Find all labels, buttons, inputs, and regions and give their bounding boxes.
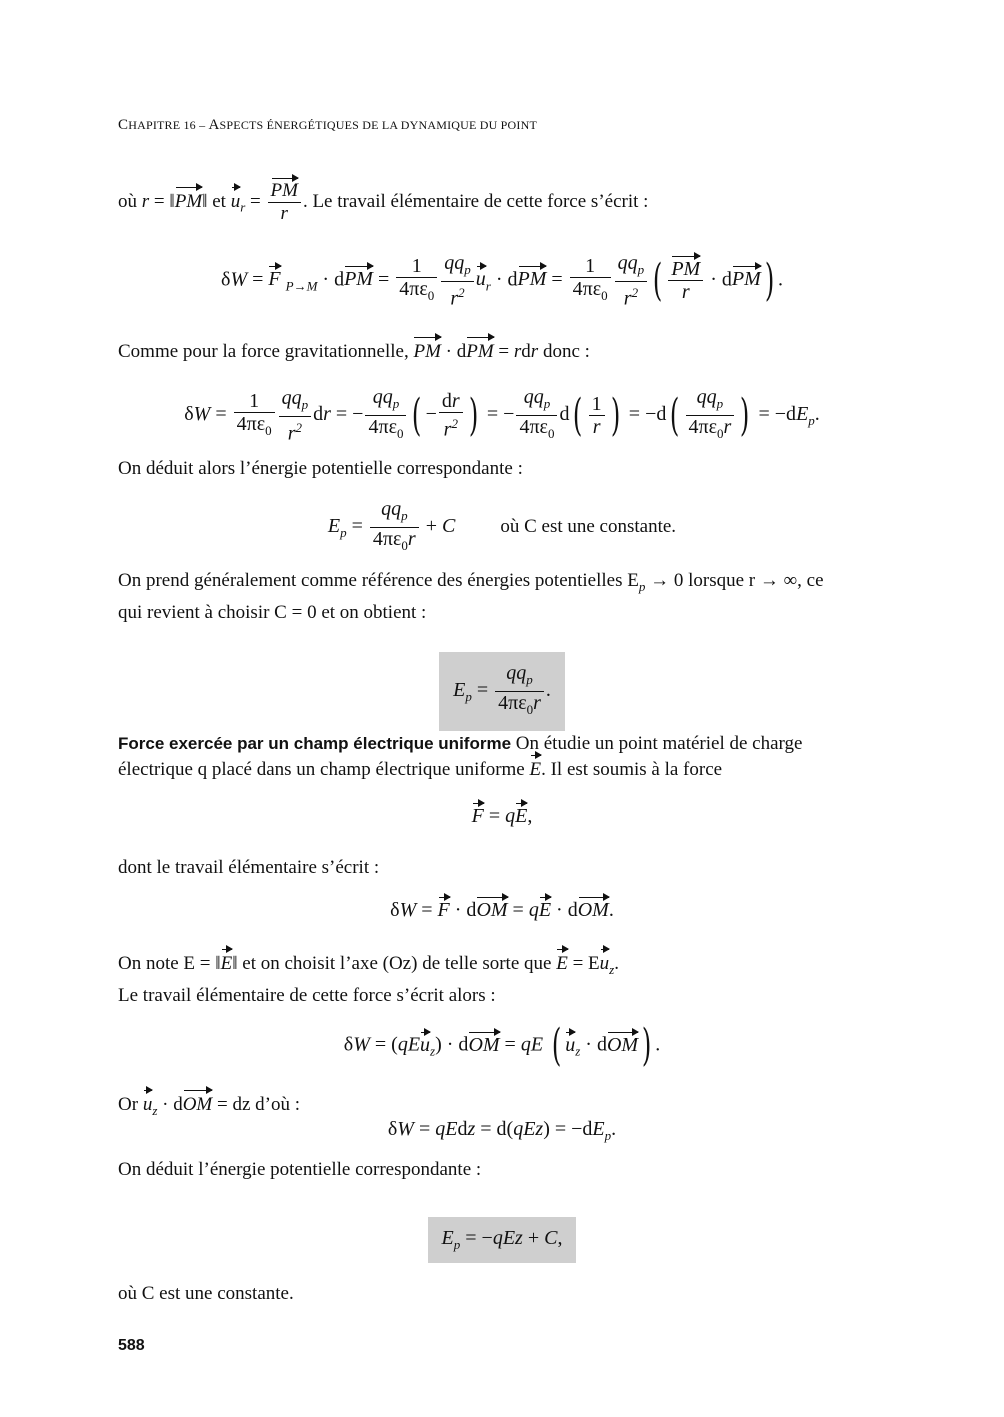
paragraph-definitions: où r = ‖PM‖ et $u_r$ = $\frac{PM}{r}$ . Le travail élémentaire de cette force s’écrit : <box>118 180 649 224</box>
text-p8-l1c: = E <box>567 953 600 974</box>
header-title: SPECTS ÉNERGÉTIQUES DE LA DYNAMIQUE DU POINT <box>219 118 538 132</box>
text-p1-c: . Le travail élémentaire de cette force s’écrit : <box>302 190 649 212</box>
running-header <box>118 117 537 134</box>
page-number: 588 <box>118 1337 145 1354</box>
equation-work-z: δW = (qEu$_z$) · dOM = qE ( $u_z \cdot dOM$) . <box>343 1020 661 1071</box>
paragraph-uniform-field: Force exercée par un champ électrique uniforme On étudie un point matériel de charge électrique q placé dans un champ électrique uniforme E. Il est soumis à la force <box>118 731 888 783</box>
paragraph-deduce-ep: On déduit alors l’énergie potentielle correspondante : <box>118 458 523 479</box>
constant-note: où C est une constante. <box>500 516 677 538</box>
text-p6-l2a: électrique q placé dans un champ électrique uniforme <box>118 759 530 780</box>
text-p6-l2b: . Il est soumis à la force <box>541 759 723 780</box>
equation-work-qedz: δW = qEdz = $d(qEz) = -dE_p$. <box>387 1118 617 1143</box>
boxed-result-ep-field: $E_p = -qEz + C$, <box>0 1217 1004 1263</box>
paragraph-gravitation-compare: Comme pour la force gravitationnelle, PM · dPM = rdr donc : <box>118 339 888 365</box>
text-p8-l2: Le travail élémentaire de cette force s’écrit alors : <box>118 984 496 1006</box>
text-p8-l1b: ‖ et on choisit l’axe (Oz) de telle sorte que <box>232 953 557 974</box>
equation-force: F = qE, <box>471 805 533 827</box>
header-chapter: HAPITRE 16 – <box>128 118 209 132</box>
text-p5-l1b: → 0 lorsque r → ∞, ce <box>645 570 824 591</box>
header-chapter-cap: C <box>118 117 129 133</box>
equation-work-coulomb: δW = F $_{P\to M}$ · dPM = $\frac{1}{4\pi\varepsilon_0}$ $\frac{qq_p}{r^2}$ $u_r$ · dPM = $\frac{1}{4\pi\varepsilon_0}$ $\frac{qq_p}{r^2}$ ( $\frac{PM}{r}$ · dPM) . <box>221 252 783 310</box>
paragraph-axis-choice: On note E = ‖E‖ et on choisit l’axe (Oz) de telle sorte que $E = Eu_z$. Le travail élémentaire de cette force s’écrit alors : <box>118 953 619 1006</box>
text-p9-b: = dz d’où : <box>212 1094 301 1115</box>
equation-work-derivation: δW = $\frac{1}{4\pi\varepsilon_0}$ $\frac{qq_p}{r^2}$ dr = − $\frac{qq_p}{4\pi\varepsilon_0}$ ( − $\frac{dr}{r^2}$ ) = − $\frac{qq_p}{4\pi\varepsilon_0}$ d( $\frac{1}{r}$ ) = −d( $\frac{qq_p}{4\pi\varepsilon_0r}$ ) = $-dE_p$. <box>184 386 820 445</box>
section-title: Force exercée par un champ électrique uniforme <box>118 734 512 753</box>
boxed-result-ep-coulomb: $E_p$ = $\frac{qq_p}{4\pi\varepsilon_0r}$ . <box>0 652 1004 731</box>
text-p2-b: donc : <box>538 341 590 362</box>
text-p5-l1: On prend généralement comme référence des énergies potentielles E <box>118 570 639 591</box>
header-title-cap: A <box>208 117 220 133</box>
text-p1-b: et <box>207 190 231 212</box>
paragraph-reference: On prend généralement comme référence des énergies potentielles $E_p \to 0$ lorsque r → ∞, ce qui revient à choisir C = 0 et on obtient : <box>118 570 824 623</box>
equation-work-field: δW = F · dOM = qE · dOM. <box>390 899 614 921</box>
paragraph-work-intro: dont le travail élémentaire s’écrit : <box>118 857 380 878</box>
paragraph-constant: où C est une constante. <box>118 1283 294 1304</box>
text-p1-a: où <box>118 190 142 212</box>
equation-ep-general: $E_p$ = $\frac{qq_p}{4\pi\varepsilon_0r}$ + C où C est une constante. <box>327 498 677 553</box>
fraction: $\frac{PM}{r}$ <box>268 180 301 225</box>
text-p2-a: Comme pour la force gravitationnelle, <box>118 341 414 362</box>
paragraph-or: Or $u_z$ · dOM = dz d’où : <box>118 1094 301 1118</box>
text-p6-l1: On étudie un point matériel de charge <box>511 733 803 754</box>
text-p8-l1a: On note E = ‖ <box>118 953 221 974</box>
paragraph-deduce-ep-2: On déduit l’énergie potentielle correspondante : <box>118 1159 482 1180</box>
text-p9-a: Or <box>118 1094 143 1115</box>
text-p5-l2: qui revient à choisir C = 0 et on obtient : <box>118 601 427 623</box>
